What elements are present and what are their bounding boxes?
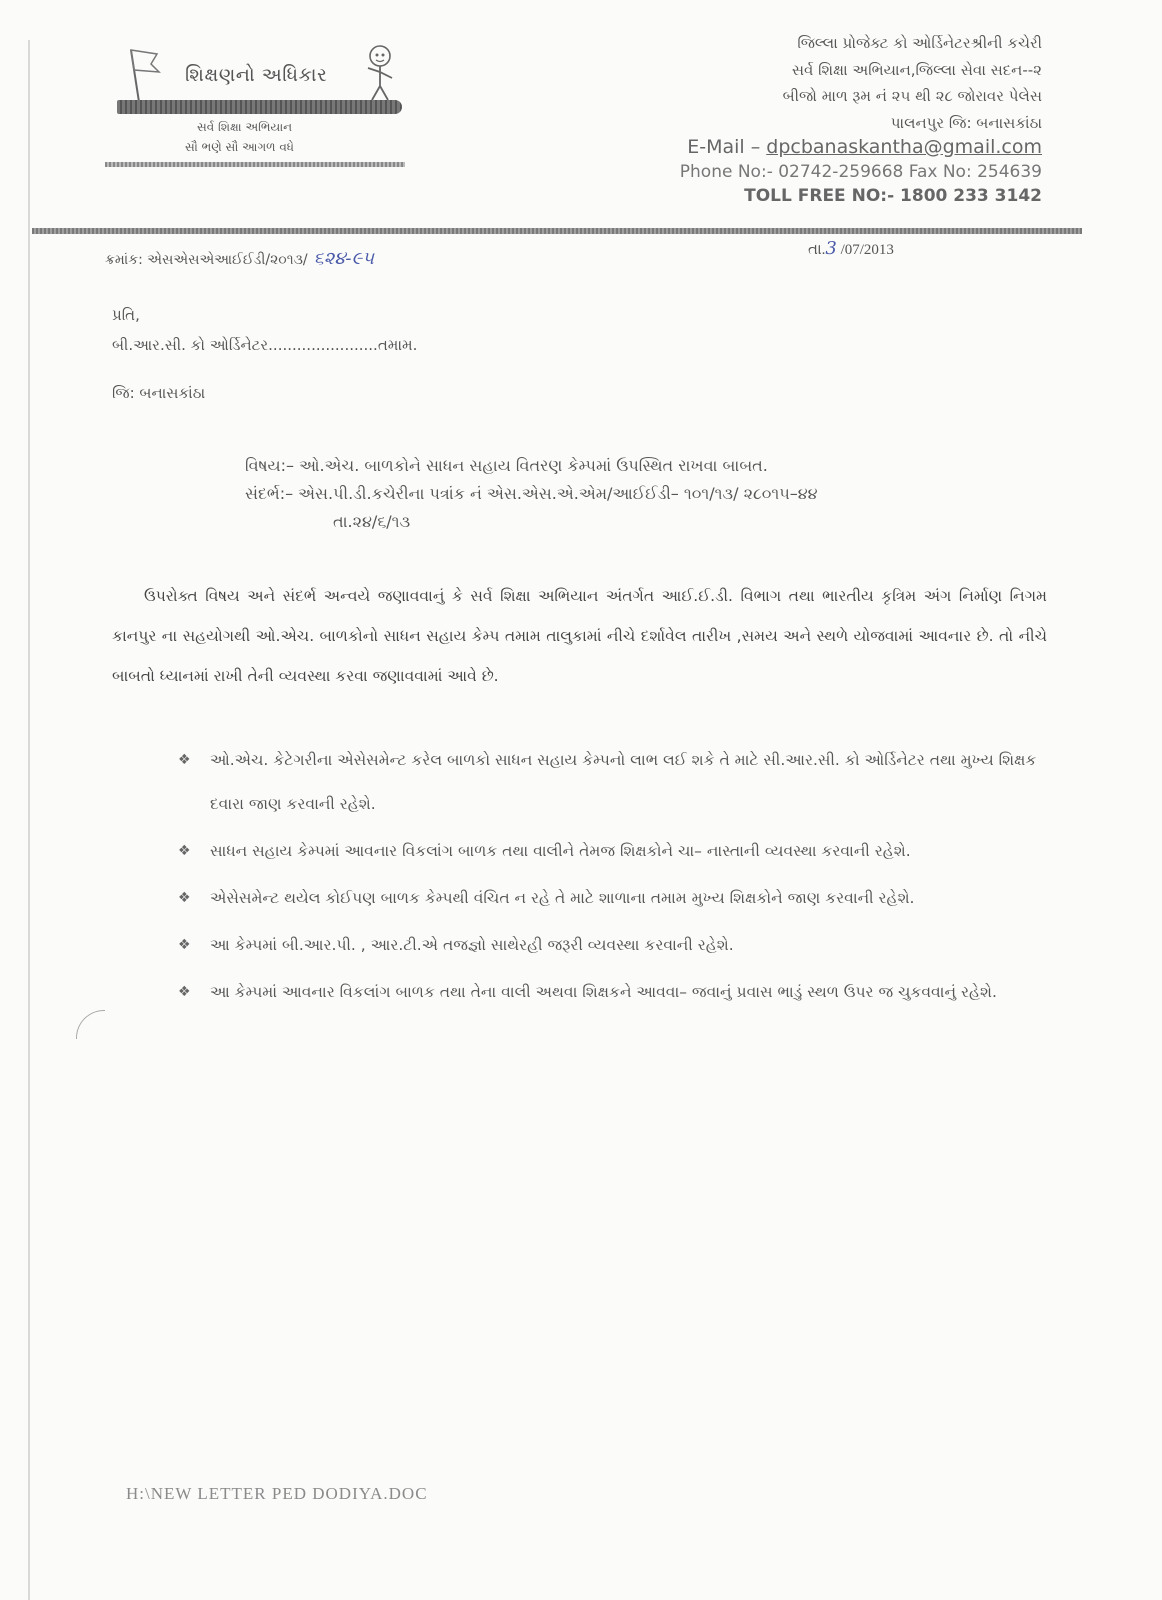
bullet-icon: ❖ [178,984,191,1000]
reference-number [105,248,374,269]
list-item-text: આ કેમ્પમાં બી.આર.પી. , આર.ટી.એ તજજ્ઞો સાથેરહી જરૂરી વ્યવસ્થા કરવાની રહેશે. [210,936,734,954]
list-item [178,923,1058,967]
body-paragraph: ઉપરોક્ત વિષય અને સંદર્ભ અન્વયે જણાવવાનું કે સર્વ શિક્ષા અભિયાન અંતર્ગત આઈ.ઈ.ડી. વિભાગ તથા ભારતીય કૃત્રિમ અંગ નિર્માણ નિગમ કાનપુર ના સહયોગથી ઓ.એચ. બાળકોનો સાધન સહાય કેમ્પ તમામ તાલુકામાં નીચે દર્શાવેલ તારીખ ,સમય અને સ્થળે યોજવામાં આવનાર છે. તો નીચે બાબતો ધ્યાનમાં રાખી તેની વ્યવસ્થા કરવા જણાવવામાં આવે છે. [112,587,1047,685]
child-figure-icon [360,42,400,104]
email-link[interactable]: dpcbanaskantha@gmail.com [766,136,1042,158]
flag-icon [113,44,173,104]
recipient-line-1: પ્રતિ, [112,306,140,324]
logo-underline [105,162,405,167]
reference-handwritten-number: ૬૨૪-૯૫ [313,248,374,269]
list-item-text: આ કેમ્પમાં આવનાર વિકલાંગ બાળક તથા તેના વાલી અથવા શિક્ષકને આવવા– જવાનું પ્રવાસ ભાડું સ્થળ ઉપર જ ચુકવવાનું રહેશે. [210,983,997,1001]
reference-label: ક્રમાંક: એસએસએઆઈઈડી/૨૦૧૩/ [105,252,308,268]
logo-line-2: સૌ ભણે સૌ આગળ વધે [185,140,294,154]
phone-line: Phone No:- 02742-259668 Fax No: 254639 [679,162,1042,182]
address-line-1: જિલ્લા પ્રોજેક્ટ કો ઓર્ડિનેટરશ્રીની કચેરી [797,34,1042,52]
list-item [178,738,1058,826]
subject-block [245,452,818,536]
date-suffix: /07/2013 [836,242,894,258]
list-item [178,829,1058,873]
list-item-text: ઓ.એચ. કેટેગરીના એસેસમેન્ટ કરેલ બાળકો સાધન સહાય કેમ્પનો લાભ લઈ શકે તે માટે સી.આર.સી. કો ઓર્ડિનેટર તથા મુખ્ય શિક્ષક દવારા જાણ કરવાની રહેશે. [210,751,1037,813]
contact-block [680,134,1042,208]
subject-line: વિષય:– ઓ.એચ. બાળકોને સાધન સહાય વિતરણ કેમ્પમાં ઉપસ્થિત રાખવા બાબત. [245,456,768,475]
bullet-icon: ❖ [178,752,191,768]
address-line-3: બીજો માળ રૂમ નં ૨૫ થી ૨૮ જોરાવર પેલેસ [782,87,1042,105]
paper-mark [76,1010,105,1039]
toll-free-line: TOLL FREE NO:- 1800 233 3142 [744,186,1042,206]
page-fold-line [28,40,30,1600]
email-line [680,134,1042,160]
subject-reference: સંદર્ભ:– એસ.પી.ડી.કચેરીના પત્રાંક નં એસ.એસ.એ.એમ/આઈઈડી– ૧૦૧/૧૩/ ૨૮૦૧૫–૪૪ [245,484,818,503]
pencil-graphic [117,100,402,114]
subject-reference-date: તા.૨૪/૬/૧૩ [333,512,411,531]
email-label: E-Mail – [687,136,767,158]
list-item-text: સાધન સહાય કેમ્પમાં આવનાર વિકલાંગ બાળક તથા વાલીને તેમજ શિક્ષકોને ચા– નાસ્તાની વ્યવસ્થા કરવાની રહેશે. [210,842,911,860]
instruction-list [178,738,1058,1017]
address-line-4: પાલનપુર જિ: બનાસકાંઠા [890,113,1042,132]
letter-date [808,238,894,259]
address-line-2: સર્વ શિક્ષા અભિયાન,જિલ્લા સેવા સદન--૨ [791,60,1042,79]
logo-line-1: સર્વ શિક્ષા અભિયાન [197,120,293,134]
recipient-line-2: બી.આર.સી. કો ઓર્ડિનેટર.......................તમામ. [112,336,418,354]
bullet-icon: ❖ [178,890,191,906]
footer-file-path: H:\NEW LETTER PED DODIYA.DOC [126,1484,428,1503]
bullet-icon: ❖ [178,843,191,859]
logo [105,38,410,168]
office-address [783,30,1042,136]
header-divider [32,228,1082,234]
list-item [178,970,1058,1014]
logo-title: શિક્ષણનો અધિકાર [185,64,328,86]
list-item-text: એસેસમેન્ટ થયેલ કોઈપણ બાળક કેમ્પથી વંચિત ન રહે તે માટે શાળાના તમામ મુખ્ય શિક્ષકોને જાણ કરવાની રહેશે. [210,889,915,907]
list-item [178,876,1058,920]
recipient-line-3: જિ: બનાસકાંઠા [112,384,206,402]
bullet-icon: ❖ [178,937,191,953]
date-handwritten-day: 3 [825,238,837,259]
date-prefix: તા. [808,242,826,258]
